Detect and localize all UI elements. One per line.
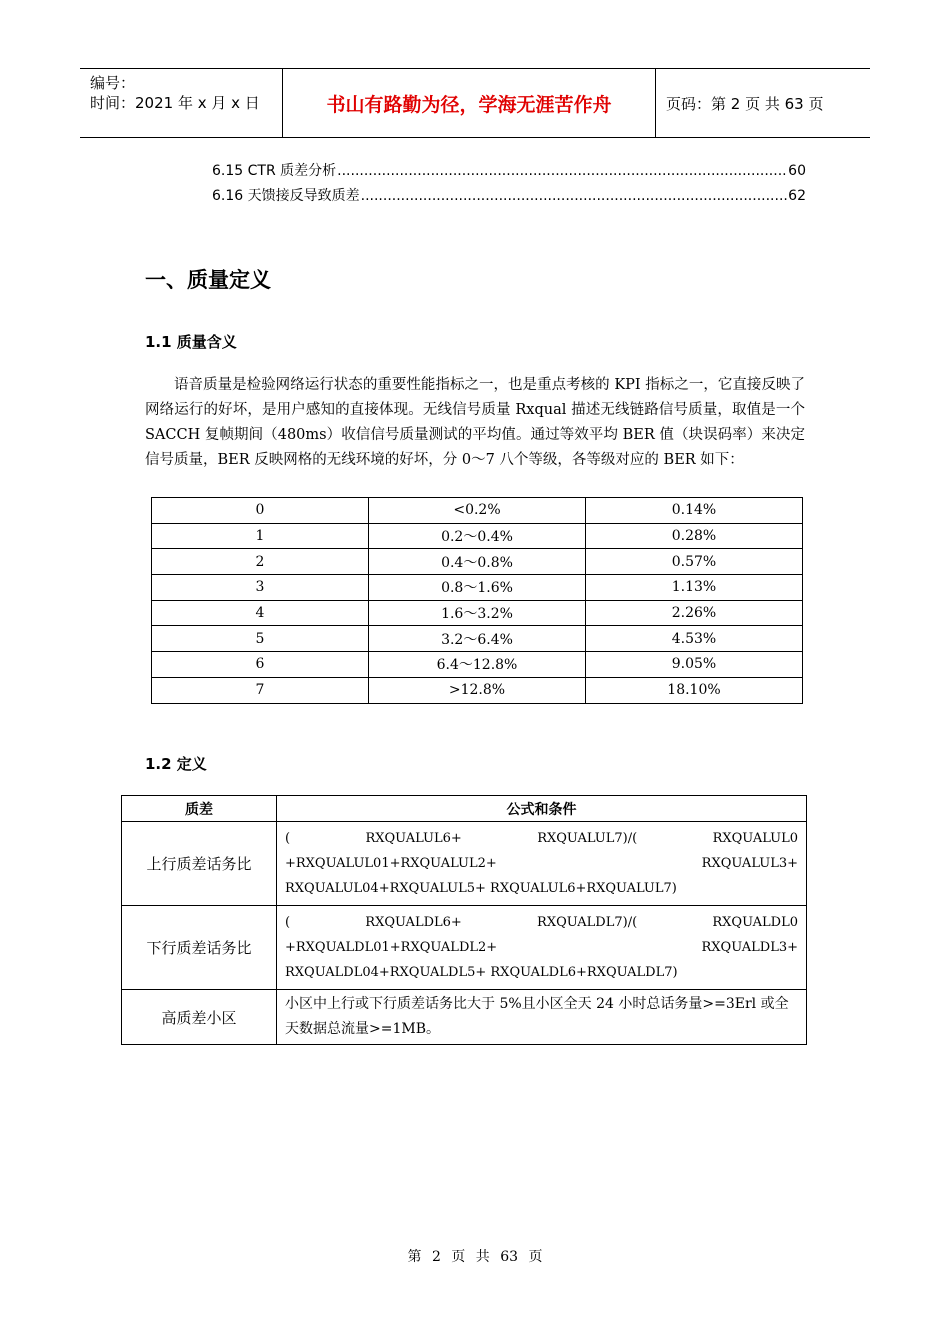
header-meta	[80, 69, 283, 137]
ber-range-cell: 0.8～1.6%	[369, 575, 586, 601]
row-name: 下行质差话务比	[122, 906, 277, 990]
header-number: 编号：	[90, 74, 136, 92]
table-row	[152, 626, 803, 652]
toc-dots	[337, 160, 787, 182]
toc-entry[interactable]	[212, 160, 806, 182]
row-formula: ( RXQUALUL6+ RXQUALUL7)/( RXQUALUL0 +RXQUALUL01+RXQUALUL2+ RXQUALUL3+ RXQUALUL04+RXQUALUL5+ RXQUALUL6+RXQUALUL7)	[277, 822, 807, 906]
table-row	[152, 652, 803, 678]
ber-range-cell: >12.8%	[369, 677, 586, 703]
toc-entry[interactable]	[212, 185, 806, 207]
header-page-info: 页码：第 2 页 共 63 页	[666, 94, 824, 113]
ber-table	[151, 497, 803, 704]
toc-entry-title: 6.16 天馈接反导致质差	[212, 188, 360, 204]
ber-level-cell: 5	[152, 626, 369, 652]
table-row	[122, 822, 807, 906]
ber-level-cell: 3	[152, 575, 369, 601]
ber-level-cell: 6	[152, 652, 369, 678]
ber-average-cell: 2.26%	[586, 600, 803, 626]
ber-average-cell: 0.14%	[586, 498, 803, 524]
page-header	[80, 68, 870, 138]
page-footer: 第 2 页 共 63 页	[407, 1249, 543, 1265]
header-time: 时间：2021 年 x 月 x 日	[90, 94, 260, 112]
header-motto: 书山有路勤为径，学海无涯苦作舟	[283, 69, 656, 137]
toc-entry-title: 6.15 CTR 质差分析	[212, 163, 337, 179]
section-title: 一、质量定义	[145, 268, 271, 292]
toc-entry-page: 62	[788, 188, 806, 204]
paragraph-text: 语音质量是检验网络运行状态的重要性能指标之一，也是重点考核的 KPI 指标之一，它直接反映了网络运行的好坏，是用户感知的直接体现。无线信号质量 Rxqual 描述无线链路信号质量，取值是一个 SACCH 复帧期间（480ms）收信信号质量测试的平均值。通过等效平均 BER 值（块误码率）来决定信号质量，BER 反映网格的无线环境的好坏，分 0～7 八个等级，各等级对应的 BER 如下：	[145, 377, 805, 468]
toc-dots	[361, 185, 788, 207]
body-paragraph	[145, 373, 805, 473]
ber-range-cell: <0.2%	[369, 498, 586, 524]
row-formula: ( RXQUALDL6+ RXQUALDL7)/( RXQUALDL0 +RXQUALDL01+RXQUALDL2+ RXQUALDL3+ RXQUALDL04+RXQUALDL5+ RXQUALDL6+RXQUALDL7)	[277, 906, 807, 990]
ber-range-cell: 3.2～6.4%	[369, 626, 586, 652]
table-row	[152, 523, 803, 549]
toc-entry-page: 60	[788, 163, 806, 179]
table-row	[152, 549, 803, 575]
ber-average-cell: 1.13%	[586, 575, 803, 601]
column-header: 质差	[122, 796, 277, 822]
table-row	[152, 677, 803, 703]
definition-table	[121, 795, 807, 1045]
table-header-row	[122, 796, 807, 822]
table-row	[152, 600, 803, 626]
ber-average-cell: 9.05%	[586, 652, 803, 678]
ber-range-cell: 0.4～0.8%	[369, 549, 586, 575]
table-row	[122, 906, 807, 990]
ber-average-cell: 0.28%	[586, 523, 803, 549]
ber-range-cell: 6.4～12.8%	[369, 652, 586, 678]
ber-level-cell: 0	[152, 498, 369, 524]
column-header: 公式和条件	[277, 796, 807, 822]
ber-average-cell: 0.57%	[586, 549, 803, 575]
row-name: 高质差小区	[122, 990, 277, 1045]
subsection-title: 1.1 质量含义	[145, 333, 237, 351]
ber-average-cell: 4.53%	[586, 626, 803, 652]
table-row	[122, 990, 807, 1045]
table-row	[152, 498, 803, 524]
table-row	[152, 575, 803, 601]
ber-average-cell: 18.10%	[586, 677, 803, 703]
subsection-title: 1.2 定义	[145, 755, 207, 773]
ber-range-cell: 1.6～3.2%	[369, 600, 586, 626]
ber-range-cell: 0.2～0.4%	[369, 523, 586, 549]
ber-level-cell: 2	[152, 549, 369, 575]
row-condition: 小区中上行或下行质差话务比大于 5%且小区全天 24 小时总话务量>=3Erl 或全天数据总流量>=1MB。	[277, 990, 807, 1045]
row-name: 上行质差话务比	[122, 822, 277, 906]
ber-level-cell: 7	[152, 677, 369, 703]
ber-level-cell: 4	[152, 600, 369, 626]
ber-level-cell: 1	[152, 523, 369, 549]
